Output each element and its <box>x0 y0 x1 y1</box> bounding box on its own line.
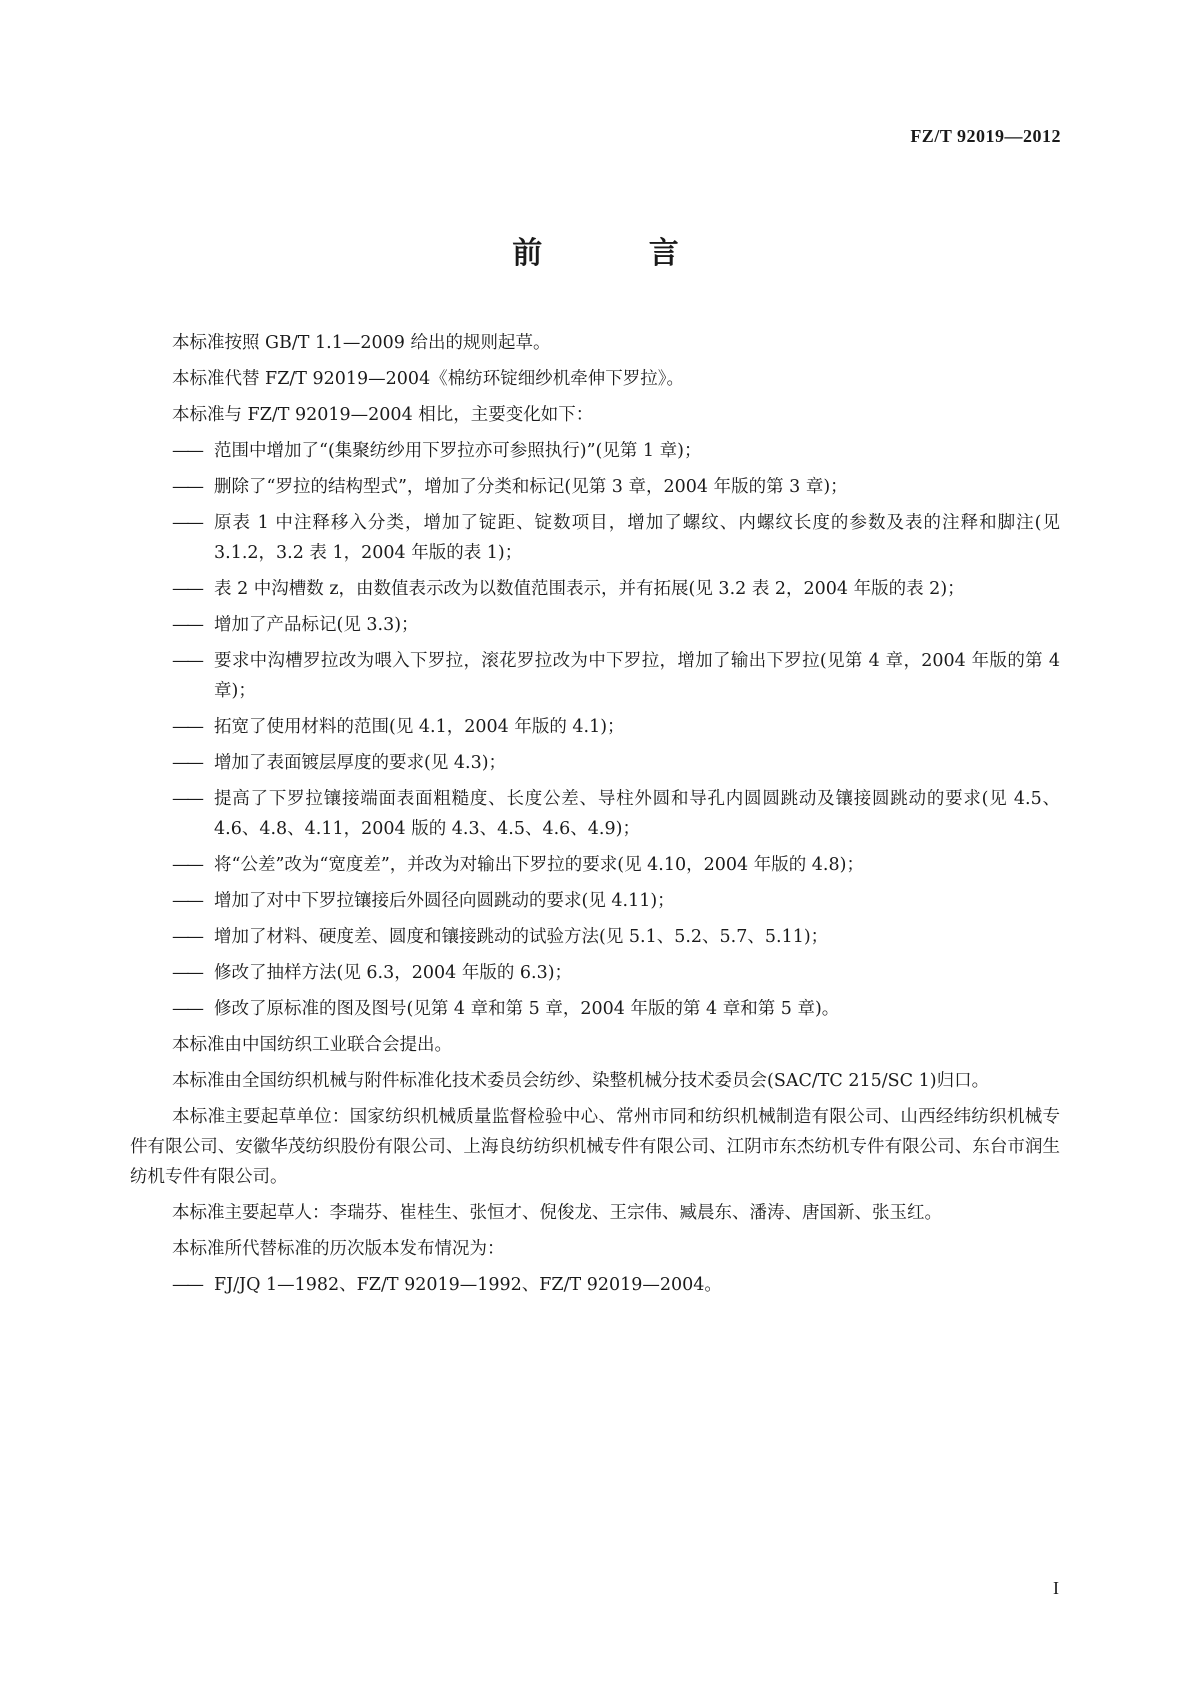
page-number: I <box>1053 1578 1059 1598</box>
dash-mark: —— <box>172 651 201 671</box>
change-item <box>130 994 1060 1024</box>
paragraph-changes-intro: 本标准与 FZ/T 92019—2004 相比，主要变化如下： <box>172 405 594 425</box>
dash-mark: —— <box>172 753 201 773</box>
dash-mark: —— <box>172 855 201 875</box>
page-title: 前 言 <box>512 236 727 271</box>
change-item <box>130 850 1060 880</box>
change-text: 范围中增加了“(集聚纺纱用下罗拉亦可参照执行)”(见第 1 章)； <box>214 441 702 461</box>
change-text: 增加了产品标记(见 3.3)； <box>214 615 419 635</box>
standard-code: FZ/T 92019—2012 <box>910 126 1061 146</box>
change-item <box>130 886 1060 916</box>
foreword-body <box>130 328 1060 1306</box>
dash-mark: —— <box>172 891 201 911</box>
dash-mark: —— <box>172 927 201 947</box>
dash-mark: —— <box>172 963 201 983</box>
dash-mark: —— <box>172 789 201 809</box>
change-text: 表 2 中沟槽数 z，由数值表示改为以数值范围表示，并有拓展(见 3.2 表 2，2004 年版的表 2)； <box>214 579 965 599</box>
change-text: 删除了“罗拉的结构型式”，增加了分类和标记(见第 3 章，2004 年版的第 3 章)； <box>214 477 848 497</box>
history-text: FJ/JQ 1—1982、FZ/T 92019—1992、FZ/T 92019—2004。 <box>214 1275 722 1295</box>
change-item <box>130 712 1060 742</box>
dash-mark: —— <box>172 999 201 1019</box>
change-text: 要求中沟槽罗拉改为喂入下罗拉，滚花罗拉改为中下罗拉，增加了输出下罗拉(见第 4 章，2004 年版的第 4 章)； <box>214 651 1060 701</box>
change-item <box>130 472 1060 502</box>
change-item <box>130 922 1060 952</box>
change-item <box>130 958 1060 988</box>
dash-mark: —— <box>172 615 201 635</box>
dash-mark: —— <box>172 1275 201 1295</box>
paragraph-drafting-rules: 本标准按照 GB/T 1.1—2009 给出的规则起草。 <box>172 333 551 353</box>
history-item <box>130 1270 1060 1300</box>
paragraph-drafters: 本标准主要起草人：李瑞芬、崔桂生、张恒才、倪俊龙、王宗伟、臧晨东、潘涛、唐国新、张玉红。 <box>172 1203 942 1223</box>
change-text: 增加了材料、硬度差、圆度和镶接跳动的试验方法(见 5.1、5.2、5.7、5.11)； <box>214 927 829 947</box>
change-text: 拓宽了使用材料的范围(见 4.1，2004 年版的 4.1)； <box>214 717 625 737</box>
change-item <box>130 574 1060 604</box>
change-item <box>130 784 1060 844</box>
paragraph-committee: 本标准由全国纺织机械与附件标准化技术委员会纺纱、染整机械分技术委员会(SAC/TC 215/SC 1)归口。 <box>172 1071 990 1091</box>
paragraph-drafting-units: 本标准主要起草单位：国家纺织机械质量监督检验中心、常州市同和纺织机械制造有限公司、山西经纬纺织机械专件有限公司、安徽华茂纺织股份有限公司、上海良纺纺织机械专件有限公司、江阴市东杰纺机专件有限公司、东台市润生纺机专件有限公司。 <box>130 1107 1060 1187</box>
change-item <box>130 748 1060 778</box>
dash-mark: —— <box>172 513 201 533</box>
change-text: 增加了表面镀层厚度的要求(见 4.3)； <box>214 753 507 773</box>
change-text: 增加了对中下罗拉镶接后外圆径向圆跳动的要求(见 4.11)； <box>214 891 675 911</box>
dash-mark: —— <box>172 441 201 461</box>
paragraph-history-intro: 本标准所代替标准的历次版本发布情况为： <box>172 1239 505 1259</box>
change-text: 修改了抽样方法(见 6.3，2004 年版的 6.3)； <box>214 963 573 983</box>
change-text: 将“公差”改为“宽度差”，并改为对输出下罗拉的要求(见 4.10，2004 年版的 4.8)； <box>214 855 864 875</box>
dash-mark: —— <box>172 717 201 737</box>
dash-mark: —— <box>172 579 201 599</box>
change-item <box>130 646 1060 706</box>
change-item <box>130 610 1060 640</box>
change-item <box>130 508 1060 568</box>
paragraph-replaces: 本标准代替 FZ/T 92019—2004《棉纺环锭细纱机牵伸下罗拉》。 <box>172 369 684 389</box>
paragraph-proposer: 本标准由中国纺织工业联合会提出。 <box>172 1035 452 1055</box>
dash-mark: —— <box>172 477 201 497</box>
change-text: 修改了原标准的图及图号(见第 4 章和第 5 章，2004 年版的第 4 章和第 5 章)。 <box>214 999 840 1019</box>
change-item <box>130 436 1060 466</box>
change-text: 提高了下罗拉镶接端面表面粗糙度、长度公差、导柱外圆和导孔内圆圆跳动及镶接圆跳动的要求(见 4.5、4.6、4.8、4.11，2004 版的 4.3、4.5、4.6、4.9)； <box>214 789 1060 839</box>
change-text: 原表 1 中注释移入分类，增加了锭距、锭数项目，增加了螺纹、内螺纹长度的参数及表的注释和脚注(见 3.1.2，3.2 表 1，2004 年版的表 1)； <box>214 513 1060 563</box>
